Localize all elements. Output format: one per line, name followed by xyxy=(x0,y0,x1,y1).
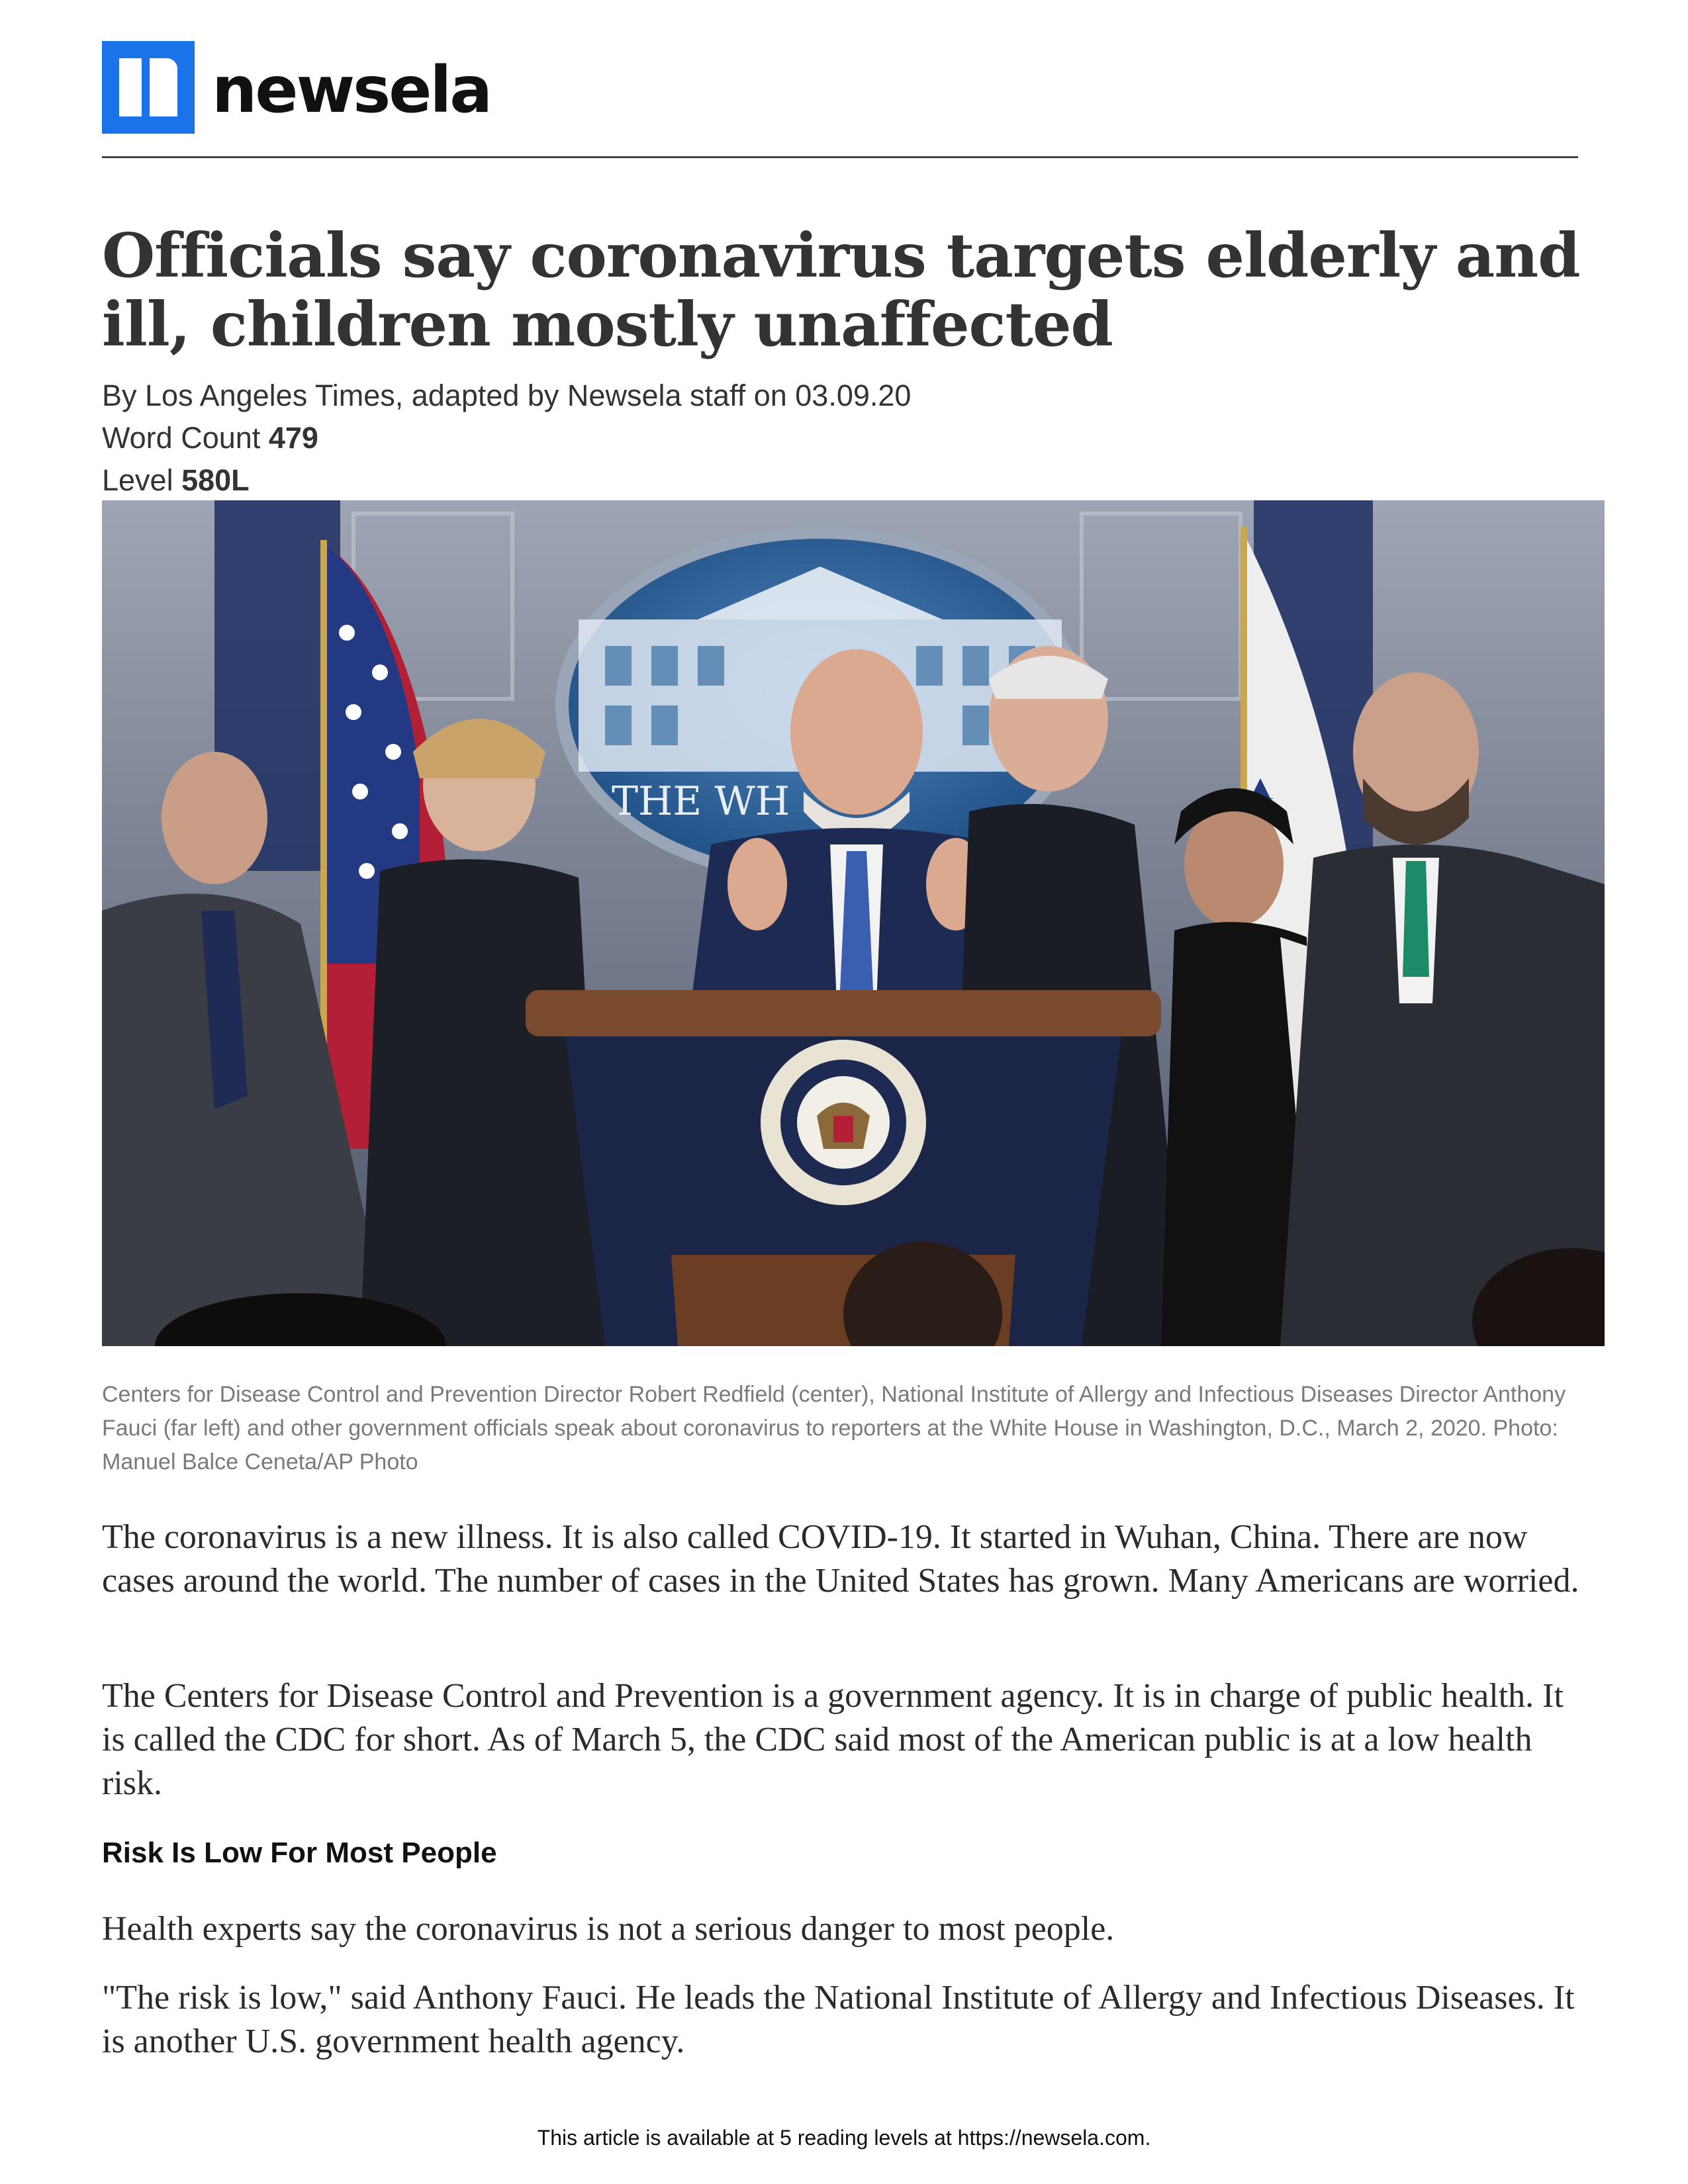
paragraph-4: "The risk is low," said Anthony Fauci. He leads the National Institute of Allergy and Infectious Diseases. It is another U.S. government health agency. xyxy=(102,1979,1575,2060)
backdrop-text: THE WH xyxy=(612,778,790,825)
paragraph-1: The coronavirus is a new illness. It is also called COVID-19. It started in Wuhan, China. There are now cases around the world. The number of cases in the United States has grown. Many Americans are worried. xyxy=(102,1518,1579,1600)
press-briefing-illustration xyxy=(102,500,1605,1346)
word-count-label: Word Count xyxy=(102,421,261,455)
photo-caption: Centers for Disease Control and Prevention Director Robert Redfield (center), National Institute of Allergy and Infectious Diseases Director Anthony Fauci (far left) and other government officials speak about coronavirus to reporters at the White House in Washington, D.C., March 2, 2020. Photo: Manuel Balce Ceneta/AP Photo xyxy=(102,1382,1566,1475)
reading-level-value: 580L xyxy=(181,463,250,497)
site-header xyxy=(102,41,1578,158)
paragraph-3: Health experts say the coronavirus is not a serious danger to most people. xyxy=(102,1910,1115,1948)
paragraph-2: The Centers for Disease Control and Prevention is a government agency. It is in charge of public health. It is called the CDC for short. As of March 5, the CDC said most of the American public is at a low health risk. xyxy=(102,1677,1564,1802)
section-heading: Risk Is Low For Most People xyxy=(102,1837,497,1869)
reading-level-label: Level xyxy=(102,463,173,497)
article-photo xyxy=(102,500,1605,1346)
reading-level xyxy=(102,459,911,502)
article-meta xyxy=(102,375,911,502)
article-title: Officials say coronavirus targets elderly and ill, children mostly unaffected xyxy=(102,220,1580,360)
byline: By Los Angeles Times, adapted by Newsela staff on 03.09.20 xyxy=(102,379,912,412)
word-count xyxy=(102,417,911,459)
header-divider xyxy=(102,156,1578,158)
newsela-wordmark[interactable]: newsela xyxy=(212,53,491,127)
newsela-logo-icon[interactable] xyxy=(102,41,195,134)
word-count-value: 479 xyxy=(268,421,318,455)
footer-note: This article is available at 5 reading levels at https://newsela.com. xyxy=(537,2126,1151,2150)
